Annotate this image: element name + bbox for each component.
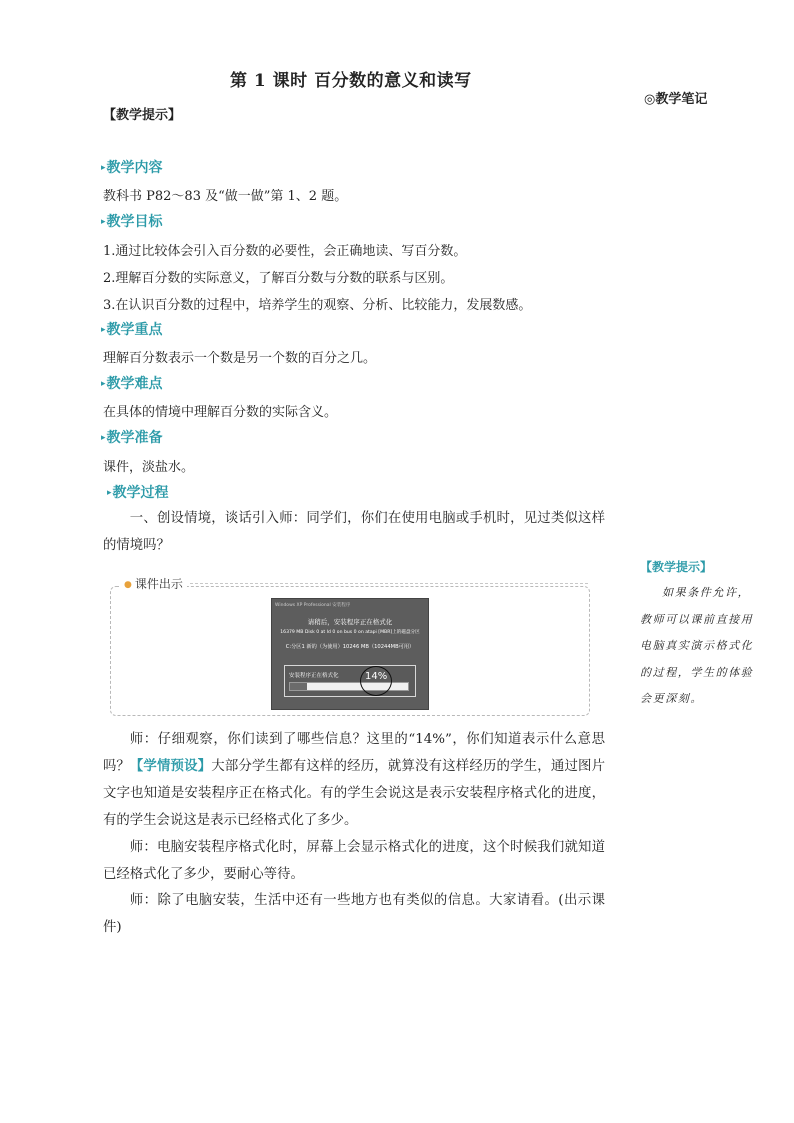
progress-percent: 14% [365, 671, 388, 682]
key-point-line: 理解百分数表示一个数是另一个数的百分之几。 [103, 351, 377, 366]
heading-key-points: ▸教学重点 [101, 322, 163, 338]
install-screen-image [271, 598, 429, 710]
triangle-bullet-icon: ▸ [101, 217, 106, 227]
teaching-notes-label: ◎教学笔记 [644, 92, 708, 107]
heading-goals: ▸教学目标 [101, 214, 163, 230]
content-line: 教科书 P82～83 及“做一做”第 1、2 题。 [103, 189, 348, 204]
heading-content: ▸教学内容 [101, 160, 163, 176]
progress-bar-fill [290, 683, 307, 690]
dot-icon: ● [124, 580, 132, 590]
sidebar-tips-text: 如果条件允许，教师可以课前直接用电脑真实演示格式化的过程，学生的体验会更深刻。 [640, 586, 754, 705]
paragraph-intro: 一、创设情境，谈话引入师：同学们，你们在使用电脑或手机时，见过类似这样的情境吗？ [103, 511, 605, 553]
screen-line-3: C:分区1 新的（为使用）10246 MB（10244MB可用） [285, 644, 415, 650]
heading-difficulties: ▸教学难点 [101, 376, 163, 392]
goal-line-1: 1.通过比较体会引入百分数的必要性，会正确地读、写百分数。 [103, 244, 467, 259]
difficulty-line: 在具体的情境中理解百分数的实际含义。 [103, 405, 338, 420]
heading-process: ▸教学过程 [107, 485, 169, 501]
presupposition-tag: 【学情预设】 [129, 758, 212, 774]
courseware-label: ● 课件出示 [120, 575, 187, 592]
paragraph-explanation: 师：电脑安装程序格式化时，屏幕上会显示格式化的进度，这个时候我们就知道已经格式化了多少，要耐心等待。 [103, 840, 605, 882]
progress-panel [284, 665, 416, 697]
sidebar-tips-title: 【教学提示】 [640, 560, 713, 574]
progress-label: 安装程序正在格式化 [289, 673, 339, 679]
triangle-bullet-icon: ▸ [101, 325, 106, 335]
screen-line-2: 16379 MB Disk 0 at Id 0 on bus 0 on atapi [MBR]上的磁盘分区 [280, 630, 420, 635]
paragraph-transition: 师：除了电脑安装，生活中还有一些地方也有类似的信息。大家请看。(出示课件) [103, 893, 605, 935]
triangle-bullet-icon: ▸ [101, 433, 106, 443]
triangle-bullet-icon: ▸ [101, 379, 106, 389]
goal-line-2: 2.理解百分数的实际意义，了解百分数与分数的联系与区别。 [103, 271, 454, 286]
triangle-bullet-icon: ▸ [107, 488, 112, 498]
paragraph-presupposition: 【学情预设】大部分学生都有这样的经历，就算没有这样经历的学生，通过图片文字也知道是安装程序正在格式化。有的学生会说这是表示安装程序格式化的进度，有的学生会说这是表示已经格式化了多少。 [103, 758, 606, 828]
heading-preparation: ▸教学准备 [101, 430, 163, 446]
page-title: 第 1 课时 百分数的意义和读写 [230, 71, 472, 91]
teaching-tips-title: 【教学提示】 [103, 108, 182, 123]
screen-line-1: 请稍后，安装程序正在格式化 [307, 618, 393, 626]
preparation-line: 课件，淡盐水。 [103, 460, 195, 475]
courseware-top-line [190, 583, 588, 584]
paragraph-question: 师：仔细观察，你们读到了哪些信息？这里的“14%”，你们知道表示什么意思吗？ [103, 732, 605, 774]
goal-line-3: 3.在认识百分数的过程中，培养学生的观察、分析、比较能力，发展数感。 [103, 298, 532, 313]
screen-window-title: Windows XP Professional 安装程序 [275, 603, 351, 608]
triangle-bullet-icon: ▸ [101, 163, 106, 173]
